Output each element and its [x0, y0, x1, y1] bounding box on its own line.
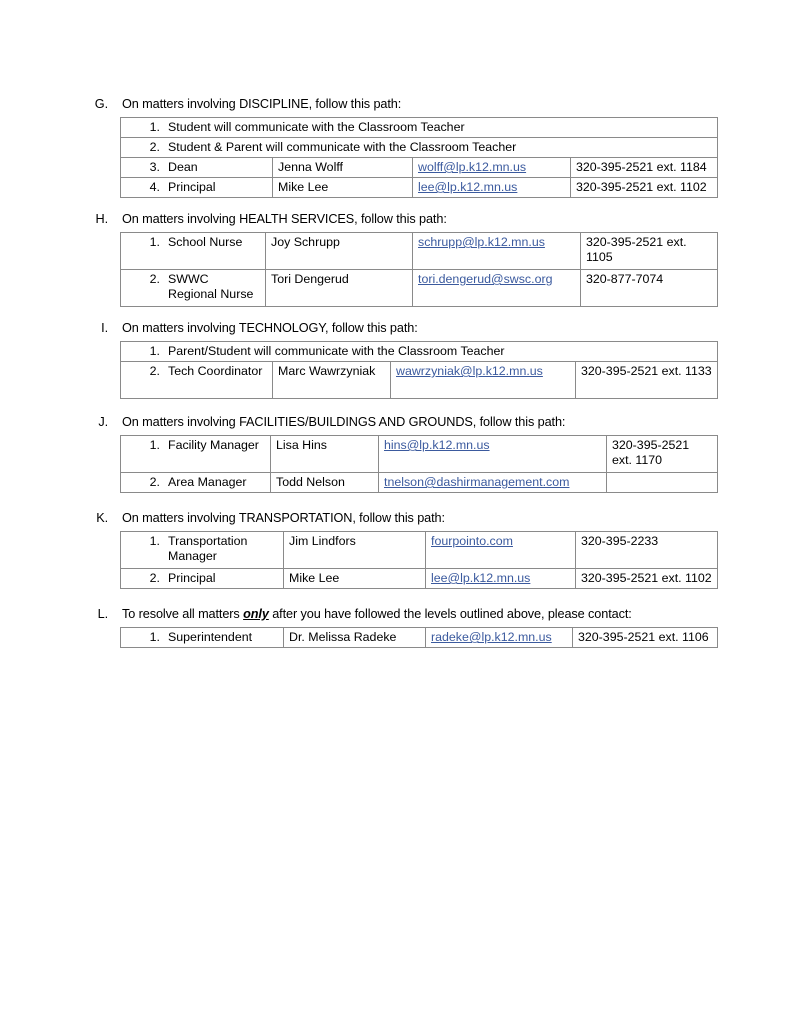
- role-cell: [121, 233, 266, 270]
- heading-text: On matters involving TRANSPORTATION, follow this path:: [122, 511, 445, 525]
- section-letter: G.: [94, 97, 108, 111]
- person-name-cell: Lisa Hins: [271, 436, 379, 473]
- role-cell: [121, 569, 284, 589]
- list-number: 2.: [149, 140, 160, 154]
- phone-cell: 320-395-2521 ext. 1105: [581, 233, 718, 270]
- table-row: [121, 158, 718, 178]
- email-cell: [413, 233, 581, 270]
- table-row: [121, 342, 718, 362]
- section-letter: K.: [96, 511, 108, 525]
- email-link[interactable]: wolff@lp.k12.mn.us: [418, 160, 527, 174]
- role-label: SWWC Regional Nurse: [168, 272, 254, 301]
- list-number: 1.: [149, 235, 160, 249]
- table-row: [121, 270, 718, 307]
- list-number: 3.: [149, 160, 160, 174]
- numbered-item: [126, 534, 278, 564]
- section-heading: [0, 320, 791, 336]
- section-i: [0, 320, 791, 399]
- section-l: [0, 606, 791, 648]
- table-row: [121, 178, 718, 198]
- email-link[interactable]: hins@lp.k12.mn.us: [384, 438, 490, 452]
- path-table: [120, 232, 718, 307]
- section-k: [0, 510, 791, 589]
- table-row: [121, 118, 718, 138]
- email-cell: [391, 362, 576, 399]
- phone-cell: 320-395-2521 ext. 1184: [571, 158, 718, 178]
- person-name-cell: Tori Dengerud: [266, 270, 413, 307]
- email-cell: [413, 270, 581, 307]
- heading-text: On matters involving TECHNOLOGY, follow this path:: [122, 321, 418, 335]
- numbered-item: [126, 364, 267, 379]
- numbered-item: [126, 438, 265, 453]
- role-cell: [121, 362, 273, 399]
- table-row: [121, 569, 718, 589]
- list-number: 4.: [149, 180, 160, 194]
- email-link[interactable]: fourpointo.com: [431, 534, 513, 548]
- section-heading: [0, 510, 791, 526]
- role-cell: [121, 118, 718, 138]
- numbered-item: [126, 235, 260, 250]
- heading-text: On matters involving FACILITIES/BUILDINGS AND GROUNDS, follow this path:: [122, 415, 566, 429]
- role-cell: [121, 178, 273, 198]
- numbered-item: [126, 630, 278, 645]
- role-cell: [121, 270, 266, 307]
- person-name-cell: Jim Lindfors: [284, 532, 426, 569]
- email-link[interactable]: radeke@lp.k12.mn.us: [431, 630, 552, 644]
- person-name-cell: Mike Lee: [273, 178, 413, 198]
- list-number: 1.: [149, 120, 160, 134]
- numbered-item: [126, 180, 267, 195]
- role-label: Principal: [168, 571, 216, 585]
- email-cell: [413, 178, 571, 198]
- email-link[interactable]: lee@lp.k12.mn.us: [431, 571, 531, 585]
- role-cell: [121, 138, 718, 158]
- email-cell: [379, 473, 607, 493]
- email-link[interactable]: wawrzyniak@lp.k12.mn.us: [396, 364, 543, 378]
- section-heading: [0, 414, 791, 430]
- table-row: [121, 628, 718, 648]
- role-cell: [121, 473, 271, 493]
- section-g: [0, 96, 791, 198]
- role-label: Principal: [168, 180, 216, 194]
- person-name-cell: Dr. Melissa Radeke: [284, 628, 426, 648]
- table-row: [121, 532, 718, 569]
- phone-cell: [607, 473, 718, 493]
- phone-cell: 320-877-7074: [581, 270, 718, 307]
- role-label: Tech Coordinator: [168, 364, 263, 378]
- list-number: 2.: [149, 571, 160, 585]
- numbered-item: [126, 140, 712, 155]
- person-name-cell: Jenna Wolff: [273, 158, 413, 178]
- section-heading: [0, 606, 791, 622]
- list-number: 1.: [149, 630, 160, 644]
- email-cell: [426, 532, 576, 569]
- person-name-cell: Todd Nelson: [271, 473, 379, 493]
- table-row: [121, 473, 718, 493]
- phone-cell: 320-395-2521 ext. 1133: [576, 362, 718, 399]
- list-number: 2.: [149, 475, 160, 489]
- email-cell: [413, 158, 571, 178]
- path-table: [120, 627, 718, 648]
- email-cell: [426, 628, 573, 648]
- role-cell: [121, 158, 273, 178]
- role-cell: [121, 532, 284, 569]
- path-table: [120, 435, 718, 493]
- table-row: [121, 138, 718, 158]
- email-link[interactable]: tnelson@dashirmanagement.com: [384, 475, 570, 489]
- person-name-cell: Joy Schrupp: [266, 233, 413, 270]
- numbered-item: [126, 344, 712, 359]
- role-label: Superintendent: [168, 630, 253, 644]
- heading-emphasis: only: [243, 607, 269, 621]
- role-label: Transportation Manager: [168, 534, 248, 563]
- role-label: School Nurse: [168, 235, 243, 249]
- numbered-item: [126, 160, 267, 175]
- heading-text: On matters involving DISCIPLINE, follow this path:: [122, 97, 402, 111]
- role-label: Area Manager: [168, 475, 247, 489]
- role-label: Facility Manager: [168, 438, 259, 452]
- list-number: 1.: [149, 344, 160, 358]
- list-number: 1.: [149, 534, 160, 548]
- role-label: Student & Parent will communicate with the Classroom Teacher: [168, 140, 517, 154]
- role-cell: [121, 436, 271, 473]
- table-row: [121, 436, 718, 473]
- role-cell: [121, 342, 718, 362]
- email-link[interactable]: schrupp@lp.k12.mn.us: [418, 235, 545, 249]
- section-letter: L.: [97, 607, 108, 621]
- path-table: [120, 117, 718, 198]
- path-table: [120, 341, 718, 399]
- list-number: 2.: [149, 364, 160, 378]
- numbered-item: [126, 120, 712, 135]
- list-number: 1.: [149, 438, 160, 452]
- role-cell: [121, 628, 284, 648]
- role-label: Student will communicate with the Classroom Teacher: [168, 120, 465, 134]
- role-label: Parent/Student will communicate with the Classroom Teacher: [168, 344, 505, 358]
- heading-text: On matters involving HEALTH SERVICES, follow this path:: [122, 212, 447, 226]
- section-h: [0, 211, 791, 307]
- heading-text-after: after you have followed the levels outlined above, please contact:: [268, 607, 632, 621]
- email-cell: [379, 436, 607, 473]
- phone-cell: 320-395-2521 ext. 1106: [573, 628, 718, 648]
- email-cell: [426, 569, 576, 589]
- section-letter: I.: [101, 321, 108, 335]
- section-letter: J.: [98, 415, 108, 429]
- section-j: [0, 414, 791, 493]
- section-letter: H.: [95, 212, 108, 226]
- email-link[interactable]: lee@lp.k12.mn.us: [418, 180, 518, 194]
- person-name-cell: Marc Wawrzyniak: [273, 362, 391, 399]
- person-name-cell: Mike Lee: [284, 569, 426, 589]
- phone-cell: 320-395-2521 ext. 1102: [571, 178, 718, 198]
- section-heading: [0, 211, 791, 227]
- email-link[interactable]: tori.dengerud@swsc.org: [418, 272, 553, 286]
- numbered-item: [126, 272, 260, 302]
- role-label: Dean: [168, 160, 198, 174]
- section-heading: [0, 96, 791, 112]
- list-number: 2.: [149, 272, 160, 286]
- phone-cell: 320-395-2521 ext. 1102: [576, 569, 718, 589]
- table-row: [121, 233, 718, 270]
- heading-text-before: To resolve all matters: [122, 607, 244, 621]
- numbered-item: [126, 571, 278, 586]
- path-table: [120, 531, 718, 589]
- phone-cell: 320-395-2233: [576, 532, 718, 569]
- numbered-item: [126, 475, 265, 490]
- table-row: [121, 362, 718, 399]
- phone-cell: 320-395-2521 ext. 1170: [607, 436, 718, 473]
